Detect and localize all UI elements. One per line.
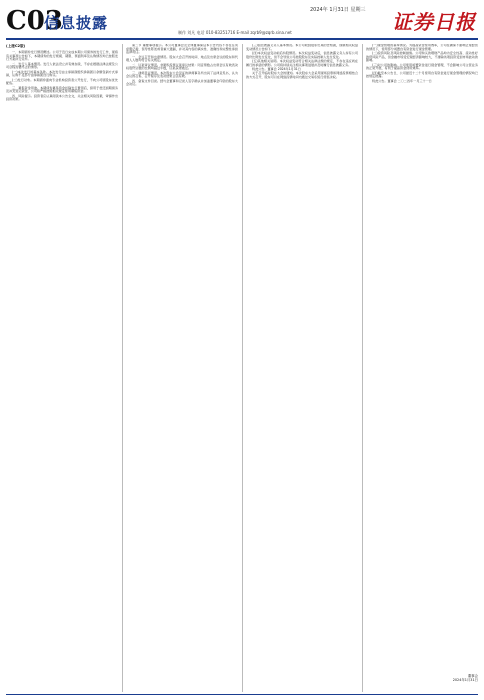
paragraph: 特此公告。董事会 2024年1月31日 [252,67,301,71]
paragraph: (三)对公司的影响。公司使用闲置资金进行现金管理，不会影响公司主营业务的正常开展，有利于提高资金使用效率。 [366,62,478,71]
masthead-rule [6,38,478,40]
paragraph: (三)信息披露义务人基本情况。本公司收到股东出具的告知函，现就相关权益变动情况公告如下。 [246,44,358,51]
paragraph: 第二节 重要事项提示。本公司董事会及全体董事保证本公告内容不存在任何虚假记载、误导性陈述或者重大遗漏，并对其内容的真实性、准确性和完整性承担法律责任。 [126,44,238,55]
paragraph: (四)截至本公告日，公司最近十二个月使用自有资金进行现金管理的情况均已按规定披露。 [366,70,478,79]
column-text [366,44,478,83]
column-divider [242,44,243,692]
paragraph: 三、募集资金用途。本期债券募集资金扣除发行费用后，拟用于偿还到期债务及补充营运资金，公司将严格按照相关规定使用募集资金。 [6,85,118,94]
paragraph: 三、律师见证情况。本次股东大会见证的律师事务所出具了法律意见书，认为会议的召集、召开程序及表决结果合法有效。 [126,70,238,79]
column-text [126,44,238,87]
continued-tag: (上接C2版) [6,44,26,48]
editors-line: 制作 刘凡 电话 010-83251716 E-mail zqrb9@zqrb.sina.net [178,30,292,35]
paragraph: (二)发行对象。本期债券面向专业机构投资者公开发行，不向公司原股东优先配售。 [6,77,118,86]
column-3 [246,44,358,692]
paragraph: (四)本次权益变动前后持股情况。本次权益变动后，信息披露义务人持有公司股份比例发生变化，但不会导致公司控股股东及实际控制人发生变化。 [246,51,358,59]
paragraph: 关于召开临时股东大会的通知。本次股东大会采用现场投票和网络投票相结合的方式召开，股东可以在网络投票时间内通过交易系统行使表决权。 [246,71,358,79]
paragraph: 一、本期债券发行情况概述。公司于近日完成本期公司债券的发行工作，现将有关事项公告如下，本期债券的发行规模、期限、票面利率及认购情况均已按照发行方案执行完毕。 [6,50,118,62]
paragraph: 一、会议召开和出席情况。股东大会召开的时间、地点及出席会议的股东和代理人人数均符合有关规定。 [126,54,238,63]
date-line: 2024年 1月31日 星期三 [310,7,366,13]
column-divider [122,44,123,692]
column-4 [366,44,478,692]
paragraph: 二、议案审议情况。非累积投票议案审议结果：同意票数占出席会议有效表决权股份总数的比例均超过半数，议案获得通过。 [126,62,238,71]
paragraph: 四、备查文件目录。经与会董事和记录人签字确认并加盖董事会印章的股东大会决议。 [126,78,238,87]
section-title: 信息披露 [44,14,109,32]
paragraph: (二)投资风险及风险控制措施。公司购买的理财产品均为安全性高、流动性好的低风险产品，但金融市场受宏观经济影响较大，不排除该项投资受到市场波动的影响。 [366,51,478,63]
paragraph: (一)现金管理的基本情况。为提高资金使用效率，公司在确保不影响正常经营的情况下，使用部分闲置自有资金进行现金管理。 [366,44,478,51]
column-text [246,44,358,80]
paragraph: 二、发行人基本情况。发行人依法设立并有效存续，不存在根据法律法规及公司章程需要终止的情形。 [6,61,118,70]
paragraph: 四、风险提示。投资者应认真阅读本公告全文，关注相关风险因素，审慎作出投资决策。 [6,93,118,102]
masthead [0,0,484,44]
column-1 [6,44,118,692]
article-body [6,44,478,692]
bottom-rule [6,694,478,695]
page-number: C03 [6,6,63,36]
paragraph: 特此公告。董事会 二〇二四年一月三十一日 [372,78,432,83]
column-2 [126,44,238,692]
paragraph: (五)其他相关说明。本次权益变动符合相关法律法规的规定，不存在违反尚在履行的承诺的情形。公司将持续关注相关事项进展并及时履行信息披露义务。 [246,59,358,67]
sign-off: 董事会 2024年1月31日 [452,674,478,682]
column-divider [362,44,363,692]
paragraph: (一)本次发行的基本条款。本次发行由主承销商组织承销团以余额包销方式承销，认购不足部分由承销团自行购买。 [6,69,118,78]
paper-logo: 证券日报 [392,10,476,34]
column-text [6,51,118,102]
